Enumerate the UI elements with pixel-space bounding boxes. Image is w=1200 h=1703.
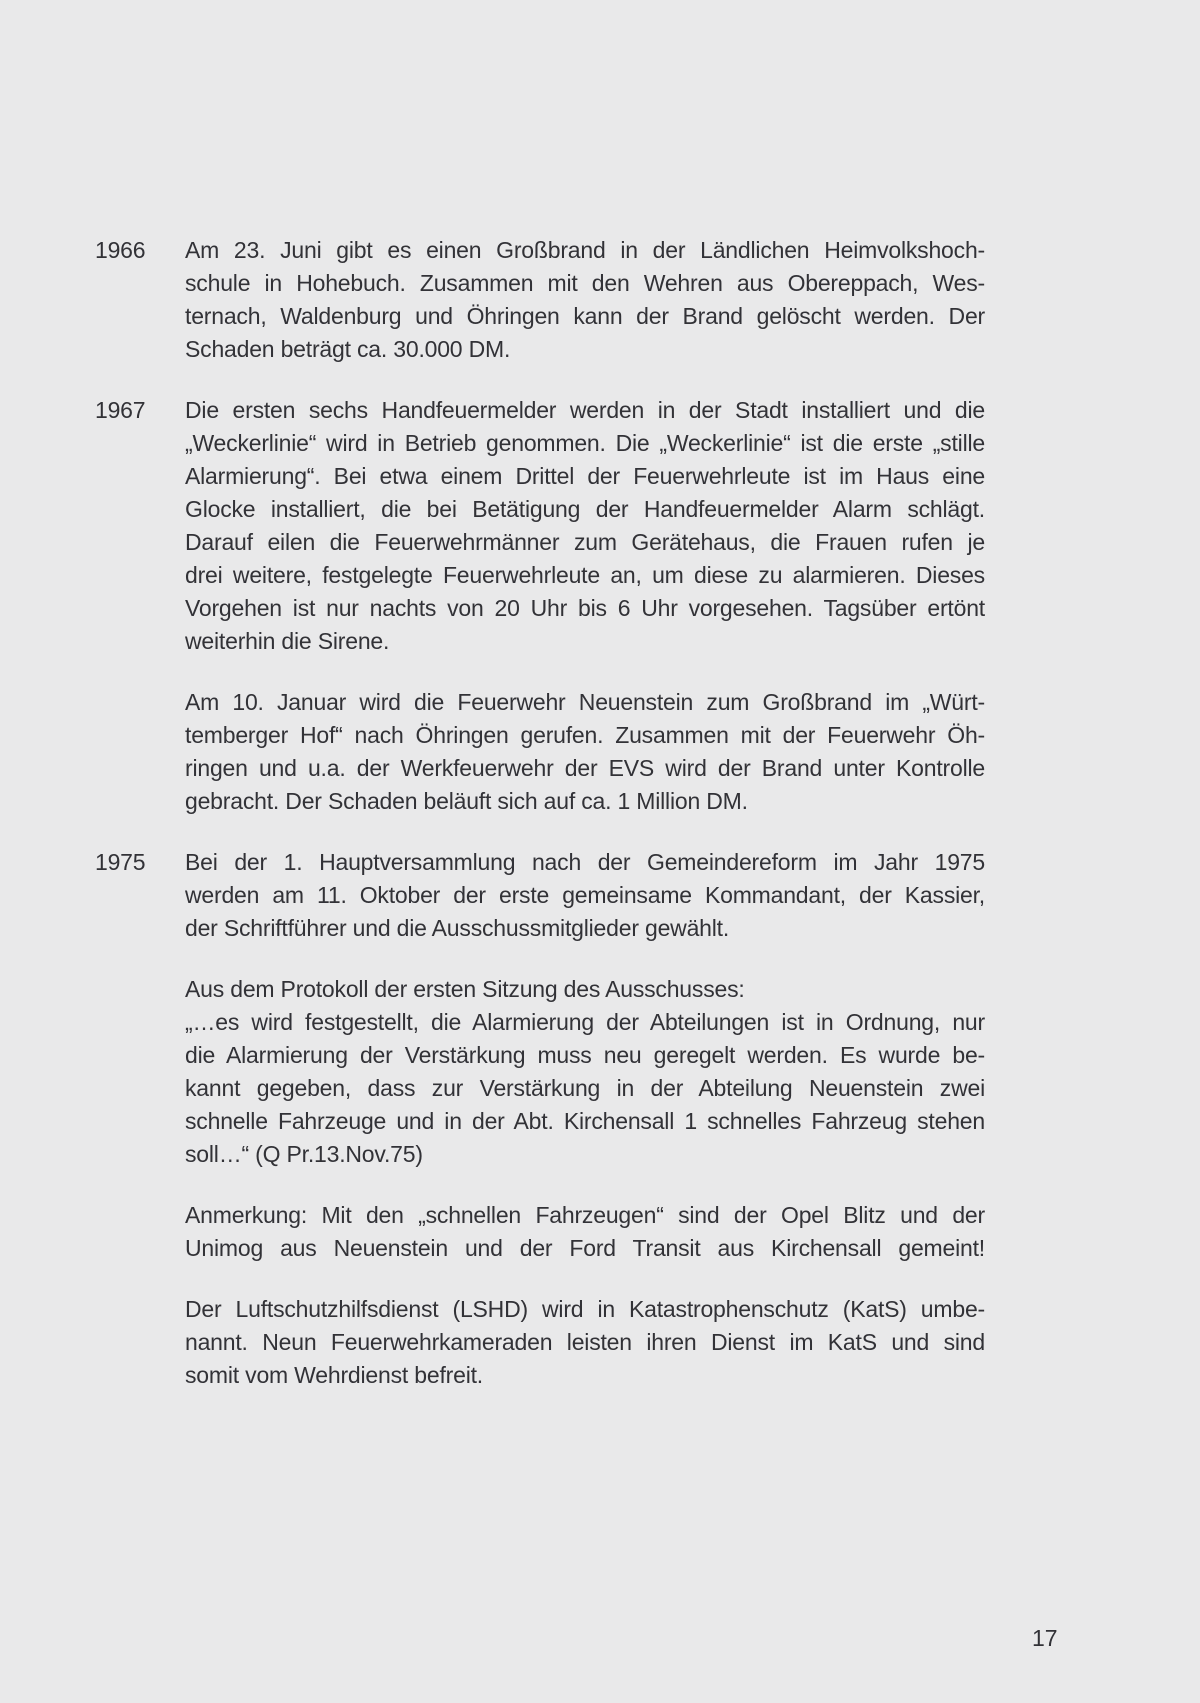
text-line: soll…“ (Q Pr.13.Nov.75) [185, 1141, 423, 1167]
paragraph [185, 973, 985, 1171]
text-line: Die ersten sechs Handfeuermelder werden in der Stadt installiert und die [185, 397, 985, 423]
text-line: somit vom Wehrdienst befreit. [185, 1362, 483, 1388]
text-line: Darauf eilen die Feuerwehrmänner zum Gerätehaus, die Frauen rufen je [185, 529, 985, 555]
paragraph [185, 1293, 985, 1392]
chronicle-entry-1966 [95, 234, 985, 394]
text-line: Unimog aus Neuenstein und der Ford Transit aus Kirchensall gemeint! [185, 1235, 985, 1261]
text-line: Am 23. Juni gibt es einen Großbrand in der Ländlichen Heimvolkshoch- [185, 237, 985, 263]
text-line: Glocke installiert, die bei Betätigung der Handfeuermelder Alarm schlägt. [185, 496, 985, 522]
text-line: Schaden beträgt ca. 30.000 DM. [185, 336, 511, 362]
text-line: werden am 11. Oktober der erste gemeinsame Kommandant, der Kassier, [185, 882, 985, 908]
text-line: gebracht. Der Schaden beläuft sich auf ca. 1 Million DM. [185, 788, 748, 814]
text-line: „…es wird festgestellt, die Alarmierung der Abteilungen ist in Ordnung, nur [185, 1009, 985, 1035]
text-line: schnelle Fahrzeuge und in der Abt. Kirchensall 1 schnelles Fahrzeug stehen [185, 1108, 985, 1134]
year-label: 1967 [95, 397, 146, 423]
text-line: Aus dem Protokoll der ersten Sitzung des Ausschusses: [185, 976, 745, 1002]
text-line: „Weckerlinie“ wird in Betrieb genommen. Die „Weckerlinie“ ist die erste „stille [185, 430, 985, 456]
text-line: Alarmierung“. Bei etwa einem Drittel der Feuerwehrleute ist im Haus eine [185, 463, 985, 489]
text-line: ternach, Waldenburg und Öhringen kann der Brand gelöscht werden. Der [185, 303, 985, 329]
entry-body [185, 394, 985, 846]
text-line: Vorgehen ist nur nachts von 20 Uhr bis 6 Uhr vorgesehen. Tagsüber ertönt [185, 595, 985, 621]
text-line: Der Luftschutzhilfsdienst (LSHD) wird in Katastrophenschutz (KatS) umbe- [185, 1296, 985, 1322]
chronicle-entry-1975 [95, 846, 985, 1420]
text-line: kannt gegeben, dass zur Verstärkung in der Abteilung Neuenstein zwei [185, 1075, 985, 1101]
chronicle-entry-1967 [95, 394, 985, 846]
text-line: die Alarmierung der Verstärkung muss neu geregelt werden. Es wurde be- [185, 1042, 985, 1068]
paragraph [185, 234, 985, 366]
text-line: nannt. Neun Feuerwehrkameraden leisten ihren Dienst im KatS und sind [185, 1329, 985, 1355]
paragraph [185, 686, 985, 818]
text-line: schule in Hohebuch. Zusammen mit den Wehren aus Obereppach, Wes- [185, 270, 985, 296]
text-line: temberger Hof“ nach Öhringen gerufen. Zusammen mit der Feuerwehr Öh- [185, 722, 985, 748]
page-number: 17 [1032, 1625, 1058, 1651]
year-label: 1975 [95, 849, 146, 875]
text-line: weiterhin die Sirene. [185, 628, 390, 654]
text-line: drei weitere, festgelegte Feuerwehrleute an, um diese zu alarmieren. Dieses [185, 562, 985, 588]
year-label: 1966 [95, 237, 146, 263]
paragraph [185, 1199, 985, 1265]
entry-body [185, 846, 985, 1420]
text-line: der Schriftführer und die Ausschussmitglieder gewählt. [185, 915, 730, 941]
chronicle-content [95, 234, 985, 1420]
text-line: Am 10. Januar wird die Feuerwehr Neuenstein zum Großbrand im „Würt- [185, 689, 985, 715]
paragraph [185, 394, 985, 658]
text-line: Anmerkung: Mit den „schnellen Fahrzeugen“ sind der Opel Blitz und der [185, 1202, 985, 1228]
paragraph [185, 846, 985, 945]
entry-body [185, 234, 985, 394]
text-line: Bei der 1. Hauptversammlung nach der Gemeindereform im Jahr 1975 [185, 849, 985, 875]
text-line: ringen und u.a. der Werkfeuerwehr der EVS wird der Brand unter Kontrolle [185, 755, 985, 781]
